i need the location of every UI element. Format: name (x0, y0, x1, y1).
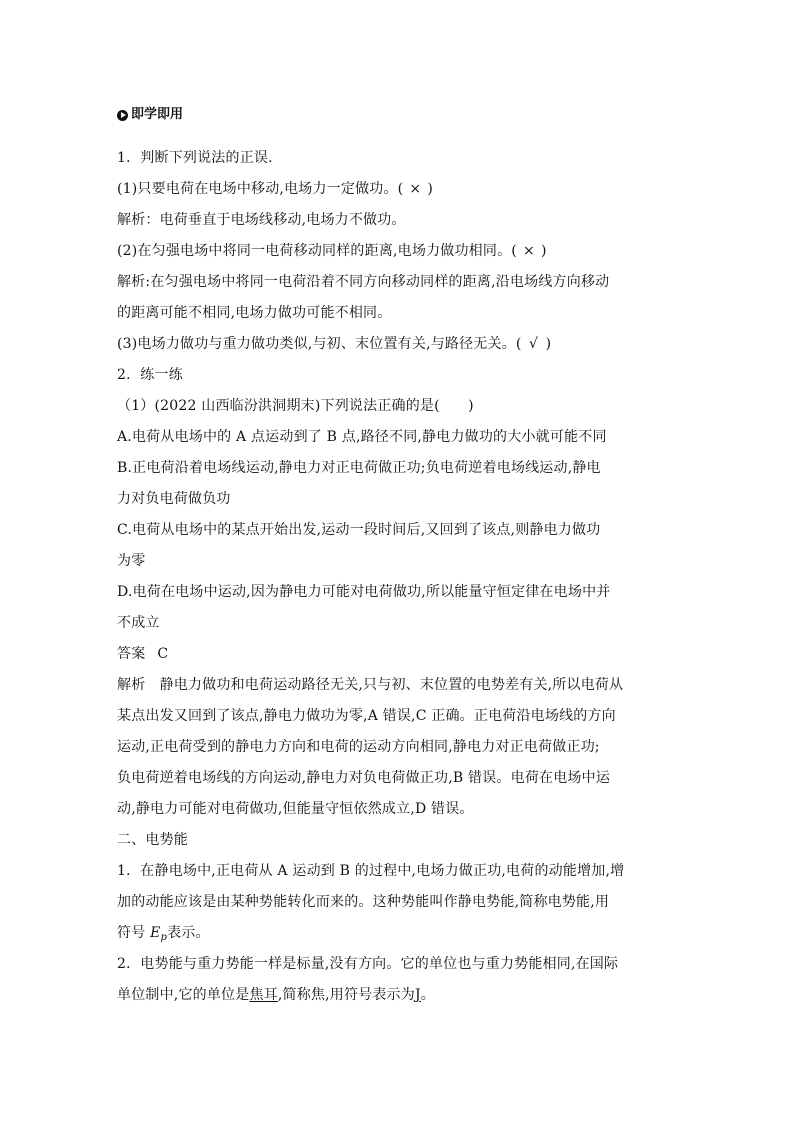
symbol-e: E (150, 925, 161, 941)
section-2-heading: 二、电势能 (117, 832, 188, 848)
analysis-line-5: 动,静电力可能对电荷做功,但能量守恒依然成立,D 错误。 (117, 801, 474, 817)
section-2-p1-line-1: 1．在静电场中,正电荷从 A 运动到 B 的过程中,电场力做正功,电荷的动能增加,增 (117, 863, 625, 879)
symbol-subscript: p (160, 932, 168, 943)
section-2-p1-line-2: 加的动能应该是由某种势能转化而来的。这种势能叫作静电势能,简称电势能,用 (117, 894, 610, 910)
q2-question: （1）(2022 山西临汾洪洞期末)下列说法正确的是( ) (117, 398, 474, 414)
analysis-line-2: 某点出发又回到了该点,静电力做功为零,A 错误,C 正确。正电荷沿电场线的方向 (117, 708, 616, 724)
option-b-line-1: B.正电荷沿着电场线运动,静电力对正电荷做正功;负电荷逆着电场线运动,静电 (117, 460, 601, 476)
answer-value: C (157, 646, 169, 662)
section-header (117, 104, 682, 126)
option-c-line-2: 为零 (117, 553, 146, 569)
q1-item-1: (1)只要电荷在电场中移动,电场力一定做功。( × ) (117, 174, 682, 205)
answer-mark: × (409, 181, 422, 197)
play-circle-icon (117, 110, 128, 121)
q1-explanation-2-line-2: 的距离可能不相同,电场力做功可能不相同。 (117, 305, 392, 321)
section-2-p2-line-1: 2．电势能与重力势能一样是标量,没有方向。它的单位也与重力势能相同,在国际 (117, 956, 619, 972)
document-page (117, 104, 682, 1011)
analysis-line-4: 负电荷逆着电场线的方向运动,静电力对负电荷做正功,B 错误。电荷在电场中运 (117, 770, 611, 786)
q1-explanation-2-line-1: 解析:在匀强电场中将同一电荷沿着不同方向移动同样的距离,沿电场线方向移动 (117, 274, 610, 290)
section-2-p2-line-2: 单位制中,它的单位是焦耳,简称焦,用符号表示为J。 (117, 987, 435, 1003)
q1-item-2: (2)在匀强电场中将同一电荷移动同样的距离,电场力做功相同。( × ) (117, 236, 682, 267)
q2-title: 2．练一练 (117, 367, 183, 383)
answer-label: 答案 (117, 646, 146, 662)
option-b-line-2: 力对负电荷做负功 (117, 491, 231, 507)
option-c-line-1: C.电荷从电场中的某点开始出发,运动一段时间后,又回到了该点,则静电力做功 (117, 522, 601, 538)
section-2-p1-line-3: 符号 $E_p$表示。 (117, 925, 210, 943)
q1-explanation-1: 解析：电荷垂直于电场线移动,电场力不做功。 (117, 212, 406, 228)
option-d-line-2: 不成立 (117, 615, 160, 631)
q1-title: 1．判断下列说法的正误. (117, 150, 273, 166)
option-d-line-1: D.电荷在电场中运动,因为静电力可能对电荷做功,所以能量守恒定律在电场中并 (117, 584, 611, 600)
analysis-line-3: 运动,正电荷受到的静电力方向和电荷的运动方向相同,静电力对正电荷做正功; (117, 739, 600, 755)
option-a: A.电荷从电场中的 A 点运动到了 B 点,路径不同,静电力做功的大小就可能不同 (117, 429, 607, 445)
q1-item-3: (3)电场力做功与重力做功类似,与初、末位置有关,与路径无关。( √ ) (117, 329, 682, 360)
unit-symbol: J (414, 987, 421, 1003)
answer-line (117, 639, 682, 670)
unit-name: 焦耳 (249, 987, 278, 1003)
section-header-title: 即学即用 (131, 107, 184, 122)
analysis-line-1: 解析 静电力做功和电荷运动路径无关,只与初、末位置的电势差有关,所以电荷从 (117, 677, 624, 693)
answer-mark: × (522, 243, 535, 259)
answer-mark: √ (529, 336, 539, 352)
